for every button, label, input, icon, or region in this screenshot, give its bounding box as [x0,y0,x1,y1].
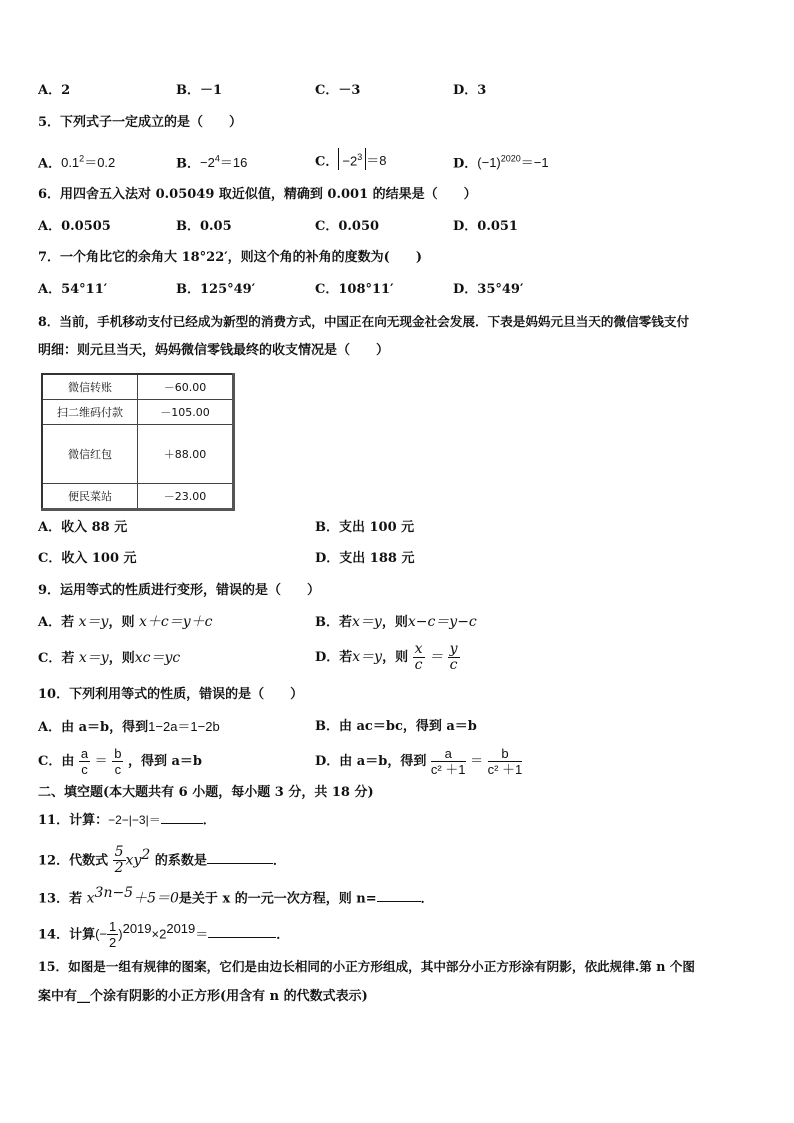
q10-stem: 10．下列利用等式的性质，错误的是（ ） [38,687,304,702]
q8-option-d: D．支出 188 元 [315,551,415,566]
q9-option-d: D．若x＝y，则 $\frac{x}{c}$ ＝ $\frac{y}{c}$ [315,641,458,673]
payment-table [41,373,235,511]
q4-option-d: D．3 [453,83,487,98]
q7-option-a: A．54°11′ [38,282,108,297]
q7-option-c: C．108°11′ [315,282,394,297]
table-row [42,425,234,484]
q6-stem: 6．用四舍五入法对 0.05049 取近似值，精确到 0.001 的结果是（ ） [38,187,477,202]
table-cell-item: 扫二维码付款 [42,400,138,425]
q10-option-d: D．由 a＝b，得到 $\frac{a}{\text{c² ＋1}}$ ＝ $\frac{b}{\text{c² ＋1}}$ [315,746,523,777]
q5-option-a: A．$0.1^2=0.2$ [38,154,116,172]
q5-option-c: C． $-2^3 =8$ [315,148,386,171]
q8-option-c: C．收入 100 元 [38,551,137,566]
q15-line2: 案中有__个涂有阴影的小正方形(用含有 n 的代数式表示) [38,989,368,1004]
q13: 13．若 $x^{3n-5}+5=0$是关于 x 的一元一次方程，则 n= ． [38,885,434,907]
table-cell-amount: －60.00 [138,374,234,400]
q8-option-a: A．收入 88 元 [38,520,128,535]
table-row [42,400,234,425]
q5-option-b: B．$-2^4=16$ [176,154,248,172]
q5-stem: 5．下列式子一定成立的是（ ） [38,115,243,130]
q9-stem: 9．运用等式的性质进行变形，错误的是（ ） [38,583,321,598]
q4-option-a: A．2 [38,83,71,98]
q10-option-a: A．由 a＝b，得到1−2a＝1−2b [38,719,220,735]
q10-option-b: B．由 ac＝bc，得到 a＝b [315,719,477,734]
table-cell-item: 便民菜站 [42,484,138,510]
q9-option-b: B．若x＝y，则x−c＝y−c [315,614,477,630]
q7-option-d: D．35°49′ [453,282,524,297]
table-cell-item: 微信转账 [42,374,138,400]
q8-stem-line2: 明细：则元旦当天，妈妈微信零钱最终的收支情况是（ ） [38,343,390,358]
answer-blank [208,937,276,938]
table-row [42,484,234,510]
q9-option-c: C．若 x＝y，则xc＝yc [38,650,181,666]
answer-blank [161,823,203,824]
q6-option-b: B．0.05 [176,219,232,234]
answer-blank [377,901,421,902]
q6-option-c: C．0.050 [315,219,380,234]
q4-option-b: B．－1 [176,83,223,98]
q5-option-d: D．$(-1)^{2020}=-1$ [453,154,549,172]
section-heading: 二、填空题(本大题共有 6 小题，每小题 3 分，共 18 分) [38,785,374,800]
table-cell-item: 微信红包 [42,425,138,484]
table-cell-amount: －105.00 [138,400,234,425]
q6-option-d: D．0.051 [453,219,518,234]
q14: 14．计算(− $\frac{1}{2}$ )$^{2019}\times 2^{2019}=$ ． [38,919,290,951]
q7-option-b: B．125°49′ [176,282,256,297]
table-row [42,374,234,400]
q12: 12．代数式 $\frac{5}{2}$ $xy^2$ 的系数是 ． [38,844,286,877]
q10-option-c: C．由 $\frac{a}{c}$ ＝ $\frac{b}{c}$ ，得到 a＝b [38,746,203,777]
q8-stem-line1: 8．当前，手机移动支付已经成为新型的消费方式，中国正在向无现金社会发展．下表是妈妈元旦当天的微信零钱支付 [38,314,690,329]
q7-stem: 7．一个角比它的余角大 18°22′，则这个角的补角的度数为( ) [38,250,422,265]
table-cell-amount: －23.00 [138,484,234,510]
answer-blank [207,863,273,864]
q15-line1: 15．如图是一组有规律的图案，它们是由边长相同的小正方形组成，其中部分小正方形涂有阴影，依此规律.第 n 个图 [38,959,695,974]
table-cell-amount: ＋88.00 [138,425,234,484]
q9-option-a: A．若 x＝y，则 x＋c＝y＋c [38,614,213,630]
q11: 11．计算：−2−|−3|＝ ． [38,813,216,828]
q4-option-c: C．－3 [315,83,361,98]
q8-option-b: B．支出 100 元 [315,520,415,535]
q6-option-a: A．0.0505 [38,219,111,234]
